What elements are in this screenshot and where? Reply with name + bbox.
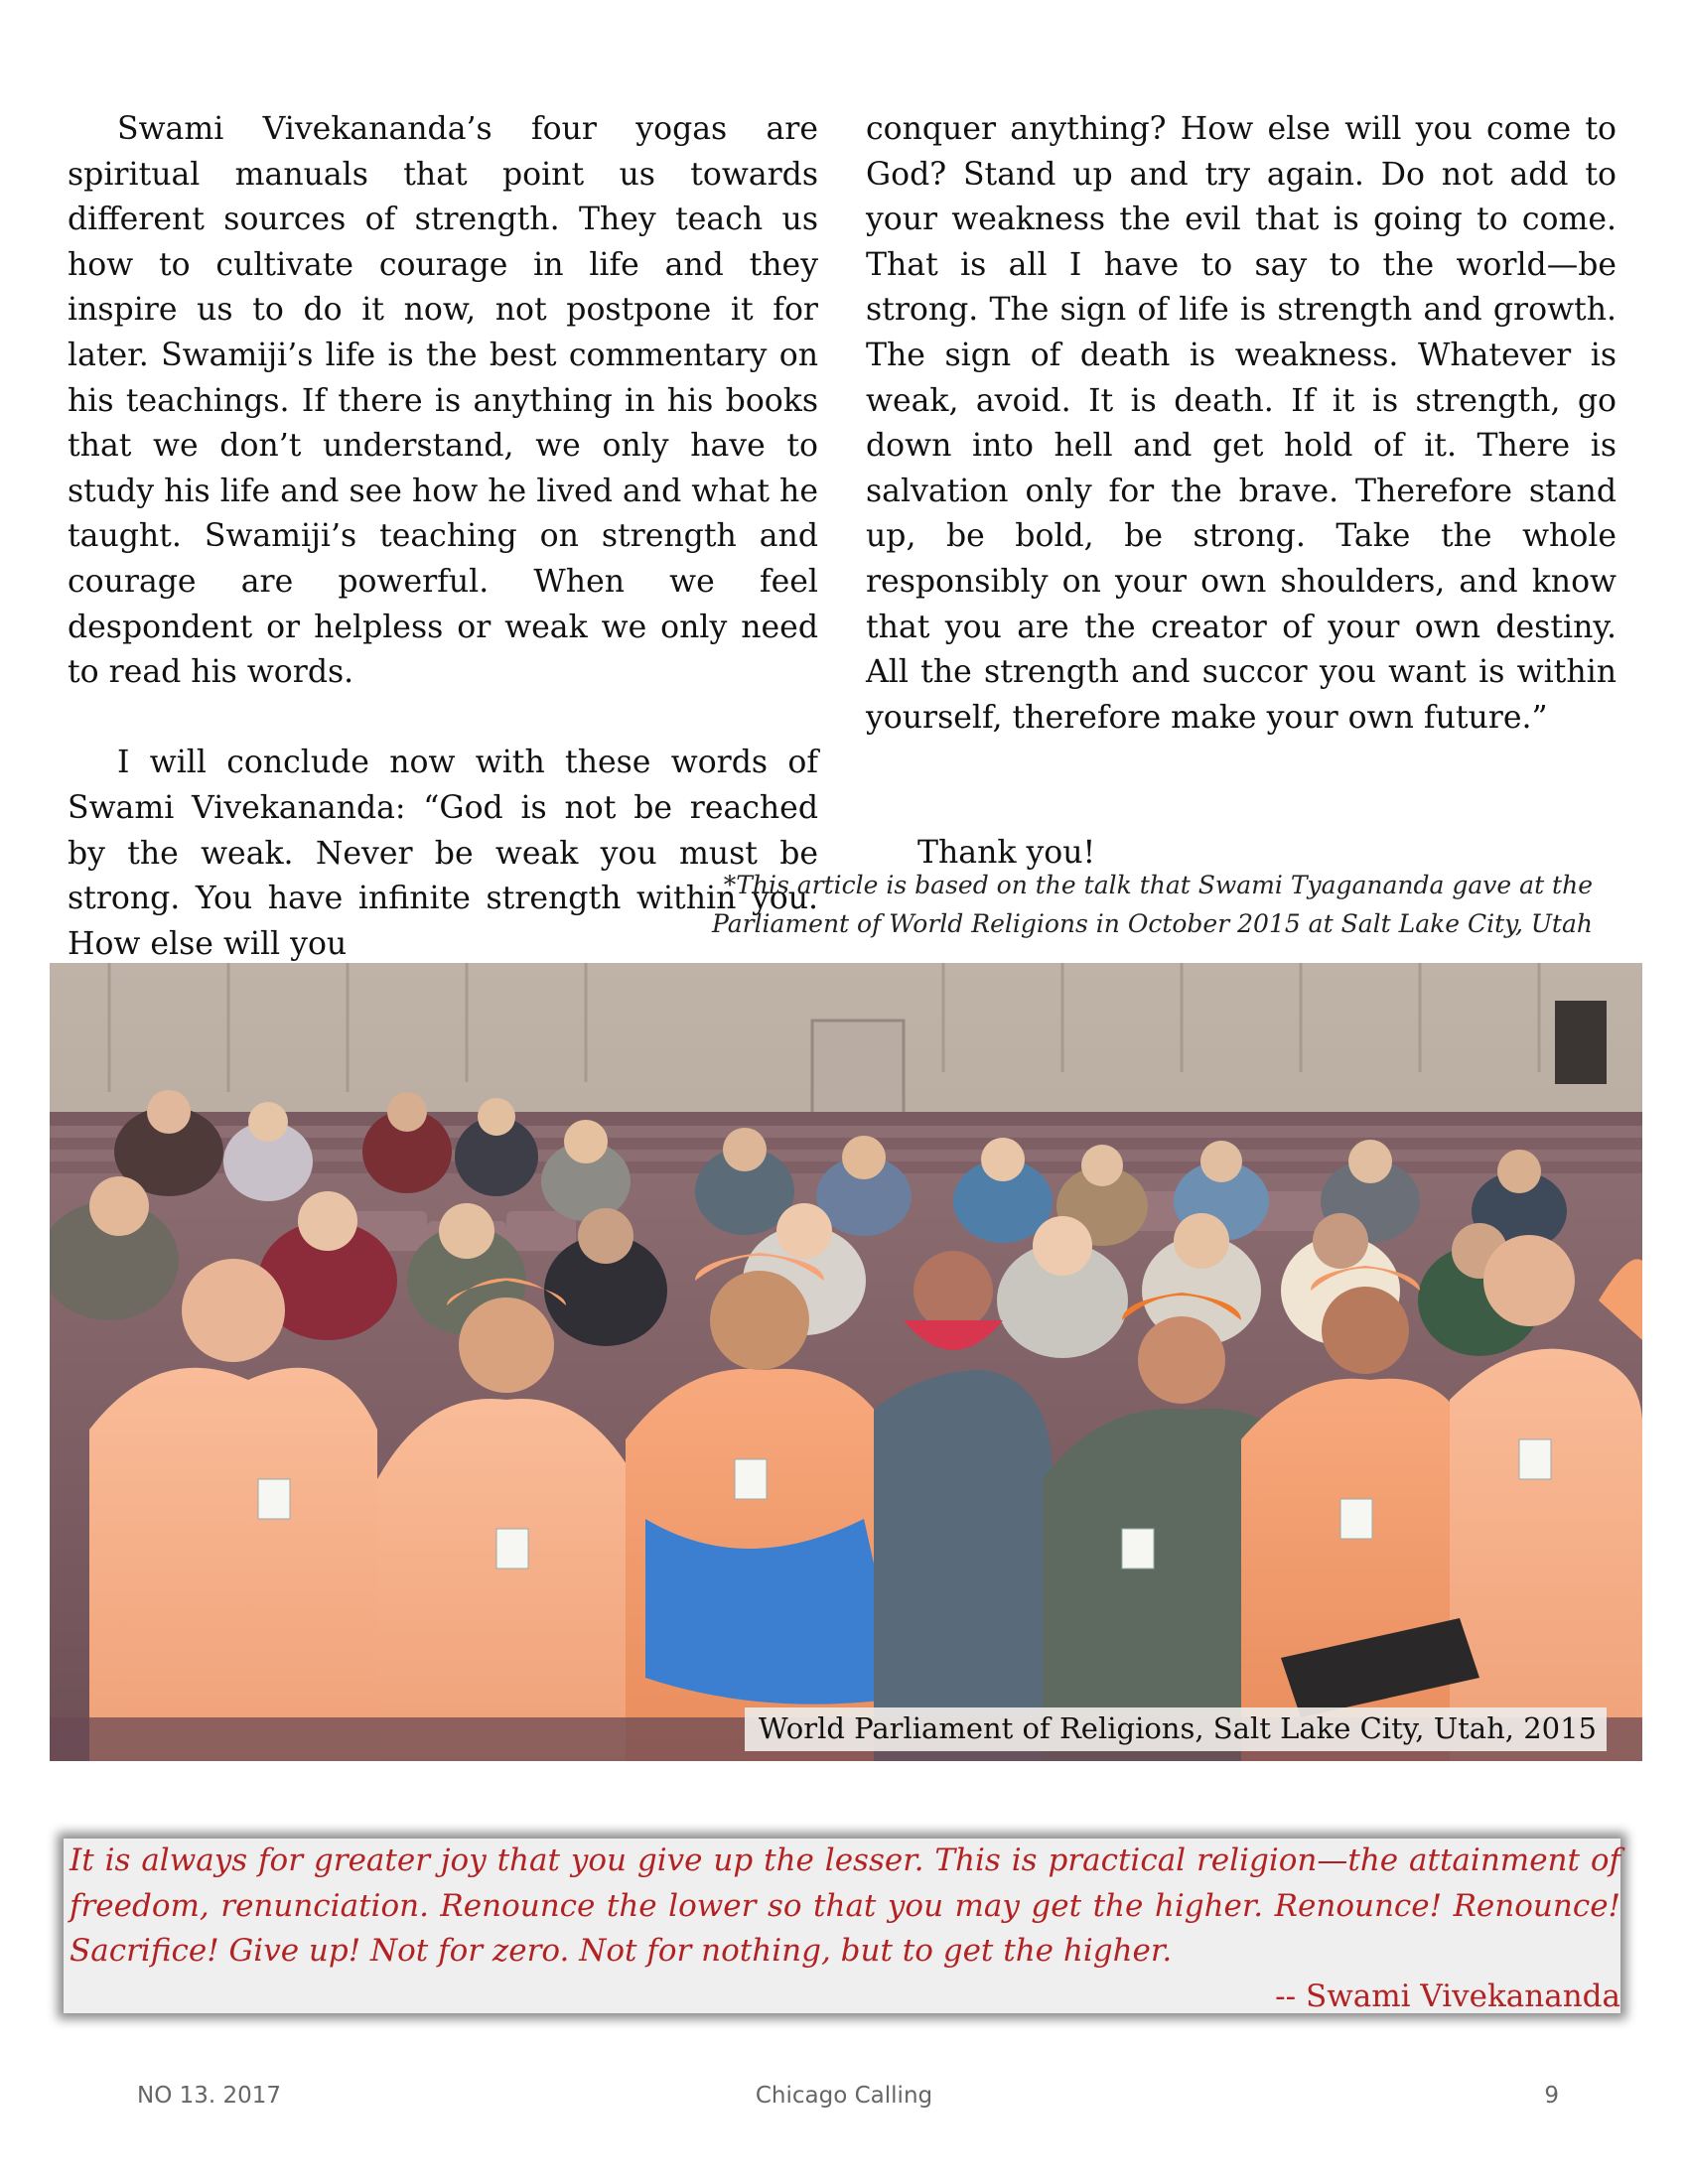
footnote-line: Parliament of World Religions in October 2015 at Salt Lake City, Utah — [712, 909, 1593, 938]
audience-photo-illustration — [50, 963, 1642, 1761]
article-right-column — [866, 107, 1617, 877]
quote-attribution: -- Swami Vivekananda — [1275, 1978, 1620, 2014]
page-footer — [0, 2083, 1688, 2113]
footnote-line: *This article is based on the talk that Swami Tyagananda gave at the — [723, 871, 1593, 899]
event-photo — [50, 963, 1642, 1761]
article-paragraph: I will conclude now with these words of Swami Vivekananda: “God is not be reached by the weak. Never be weak you must be strong. You have infinite strength within you. How else will you — [68, 745, 818, 962]
article-paragraph: conquer anything? How else will you come to God? Stand up and try again. Do not add to your weakness the evil that is going to come. That is all I have to say to the world—be strong. The sign of life is strength and growth. The sign of death is weakness. Whatever is weak, avoid. It is death. If it is strength, go down into hell and get hold of it. There is salvation only for the brave. Therefore stand up, be bold, be strong. Take the whole responsibly on your own shoulders, and know that you are the creator of your own destiny. All the strength and succor you want is within yourself, therefore make your own future.” — [866, 111, 1617, 736]
photo-caption: World Parliament of Religions, Salt Lake City, Utah, 2015 — [745, 1707, 1607, 1751]
article-footnote — [699, 866, 1593, 943]
quote-text: It is always for greater joy that you give up the lesser. This is practical religion—the attainment of freedom, renunciation. Renounce the lower so that you may get the higher. Renounce! Renounce! Sacrifice! Give up! Not for zero. Not for nothing, but to get the higher. — [70, 1843, 1620, 1969]
footer-issue: NO 13. 2017 — [137, 2083, 282, 2109]
article-left-column — [68, 107, 818, 967]
pull-quote — [70, 1839, 1620, 2019]
footer-page-number: 9 — [1544, 2083, 1559, 2109]
closing-line: Thank you! — [917, 835, 1096, 872]
article-paragraph: Swami Vivekananda’s four yogas are spiritual manuals that point us towards different sources of strength. They teach us how to cultivate courage in life and they inspire us to do it now, not postpone it for later. Swamiji’s life is the best commentary on his teachings. If there is anything in his books that we don’t understand, we only have to study his life and see how he lived and what he taught. Swamiji’s teaching on strength and courage are powerful. When we feel despondent or helpless or weak we only need to read his words. — [68, 111, 818, 691]
footer-publication: Chicago Calling — [755, 2083, 933, 2109]
